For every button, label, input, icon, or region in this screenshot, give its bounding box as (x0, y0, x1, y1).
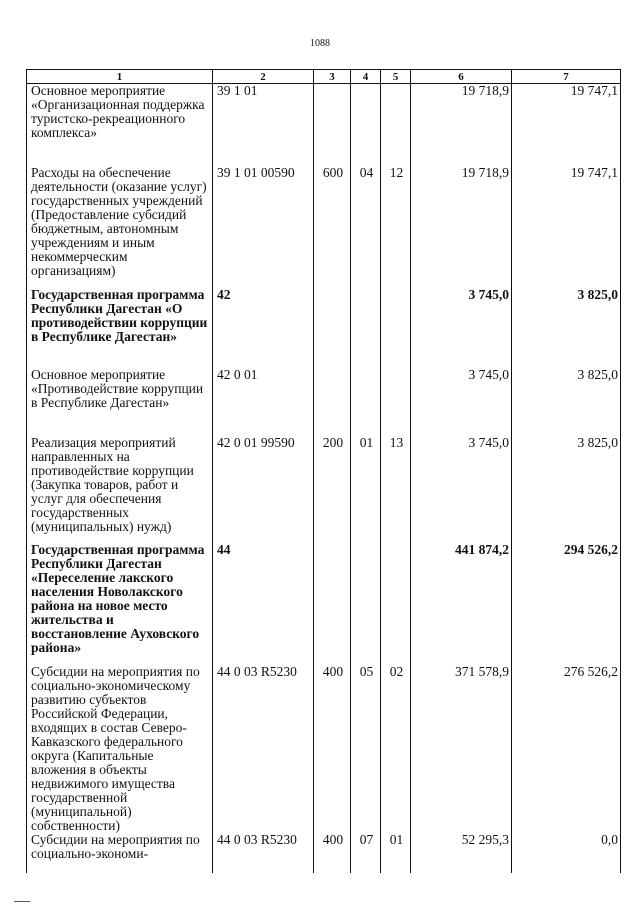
column-header-2: 2 (213, 70, 314, 84)
row-code: 44 (213, 543, 314, 665)
row-subsection: 01 (381, 833, 411, 873)
row-name: Субсидии на мероприятия по социально-экономическому развитию субъектов Российской Федерации, входящих в состав Северо-Кавказского федерального округа (Капитальные вложения в объекты недвижимого имущества государственной (муниципальной) собственности) (27, 665, 213, 833)
row-subsection (381, 368, 411, 436)
row-name: Реализация мероприятий направленных на противодействие коррупции (Закупка товаров, работ и услуг для обеспечения государственных (муниципальных) нужд) (27, 436, 213, 543)
table-row (27, 368, 621, 436)
table-row (27, 436, 621, 543)
row-expense-type (314, 288, 351, 368)
row-name: Основное мероприятие «Противодействие коррупции в Республике Дагестан» (27, 368, 213, 436)
row-amount-6: 441 874,2 (411, 543, 512, 665)
table-row (27, 288, 621, 368)
row-name: Государственная программа Республики Дагестан «О противодействии коррупции в Республике Дагестан» (27, 288, 213, 368)
table-row (27, 665, 621, 833)
row-subsection: 13 (381, 436, 411, 543)
row-subsection: 12 (381, 166, 411, 288)
table-header-row (27, 70, 621, 84)
row-amount-7: 0,0 (512, 833, 621, 873)
row-subsection (381, 288, 411, 368)
row-subsection (381, 84, 411, 166)
row-amount-6: 371 578,9 (411, 665, 512, 833)
row-expense-type (314, 368, 351, 436)
row-section: 04 (351, 166, 381, 288)
row-section: 05 (351, 665, 381, 833)
column-header-6: 6 (411, 70, 512, 84)
row-amount-7: 19 747,1 (512, 166, 621, 288)
table-row (27, 543, 621, 665)
row-section (351, 288, 381, 368)
page-number: 1088 (310, 38, 330, 49)
row-expense-type: 600 (314, 166, 351, 288)
row-name: Основное мероприятие «Организационная поддержка туристско-рекреационного комплекса» (27, 84, 213, 166)
table-row (27, 84, 621, 166)
row-subsection: 02 (381, 665, 411, 833)
column-header-5: 5 (381, 70, 411, 84)
row-subsection (381, 543, 411, 665)
row-code: 39 1 01 00590 (213, 166, 314, 288)
row-amount-6: 19 718,9 (411, 166, 512, 288)
row-code: 39 1 01 (213, 84, 314, 166)
row-name: Расходы на обеспечение деятельности (оказание услуг) государственных учреждений (Предоставление субсидий бюджетным, автономным учреждениям и иным некоммерческим организациям) (27, 166, 213, 288)
row-expense-type: 200 (314, 436, 351, 543)
column-header-4: 4 (351, 70, 381, 84)
row-name: Государственная программа Республики Дагестан «Переселение лакского населения Новолакского района на новое место жительства и восстановление Ауховского района» (27, 543, 213, 665)
row-code: 44 0 03 R5230 (213, 665, 314, 833)
row-amount-6: 52 295,3 (411, 833, 512, 873)
row-code: 42 (213, 288, 314, 368)
row-section: 07 (351, 833, 381, 873)
row-section (351, 368, 381, 436)
row-name: Субсидии на мероприятия по социально-экономи- (27, 833, 213, 873)
row-code: 42 0 01 (213, 368, 314, 436)
row-amount-7: 3 825,0 (512, 288, 621, 368)
row-amount-7: 19 747,1 (512, 84, 621, 166)
column-header-7: 7 (512, 70, 621, 84)
row-amount-7: 276 526,2 (512, 665, 621, 833)
row-amount-7: 3 825,0 (512, 368, 621, 436)
budget-table (26, 69, 621, 873)
row-section (351, 84, 381, 166)
row-amount-6: 3 745,0 (411, 288, 512, 368)
row-expense-type (314, 84, 351, 166)
row-amount-6: 19 718,9 (411, 84, 512, 166)
row-section (351, 543, 381, 665)
row-amount-6: 3 745,0 (411, 436, 512, 543)
page-edge-mark (14, 901, 30, 902)
row-section: 01 (351, 436, 381, 543)
row-code: 44 0 03 R5230 (213, 833, 314, 873)
table-row (27, 833, 621, 873)
row-expense-type (314, 543, 351, 665)
row-amount-6: 3 745,0 (411, 368, 512, 436)
column-header-3: 3 (314, 70, 351, 84)
column-header-1: 1 (27, 70, 213, 84)
row-expense-type: 400 (314, 665, 351, 833)
row-amount-7: 294 526,2 (512, 543, 621, 665)
table-row (27, 166, 621, 288)
row-amount-7: 3 825,0 (512, 436, 621, 543)
row-expense-type: 400 (314, 833, 351, 873)
row-code: 42 0 01 99590 (213, 436, 314, 543)
